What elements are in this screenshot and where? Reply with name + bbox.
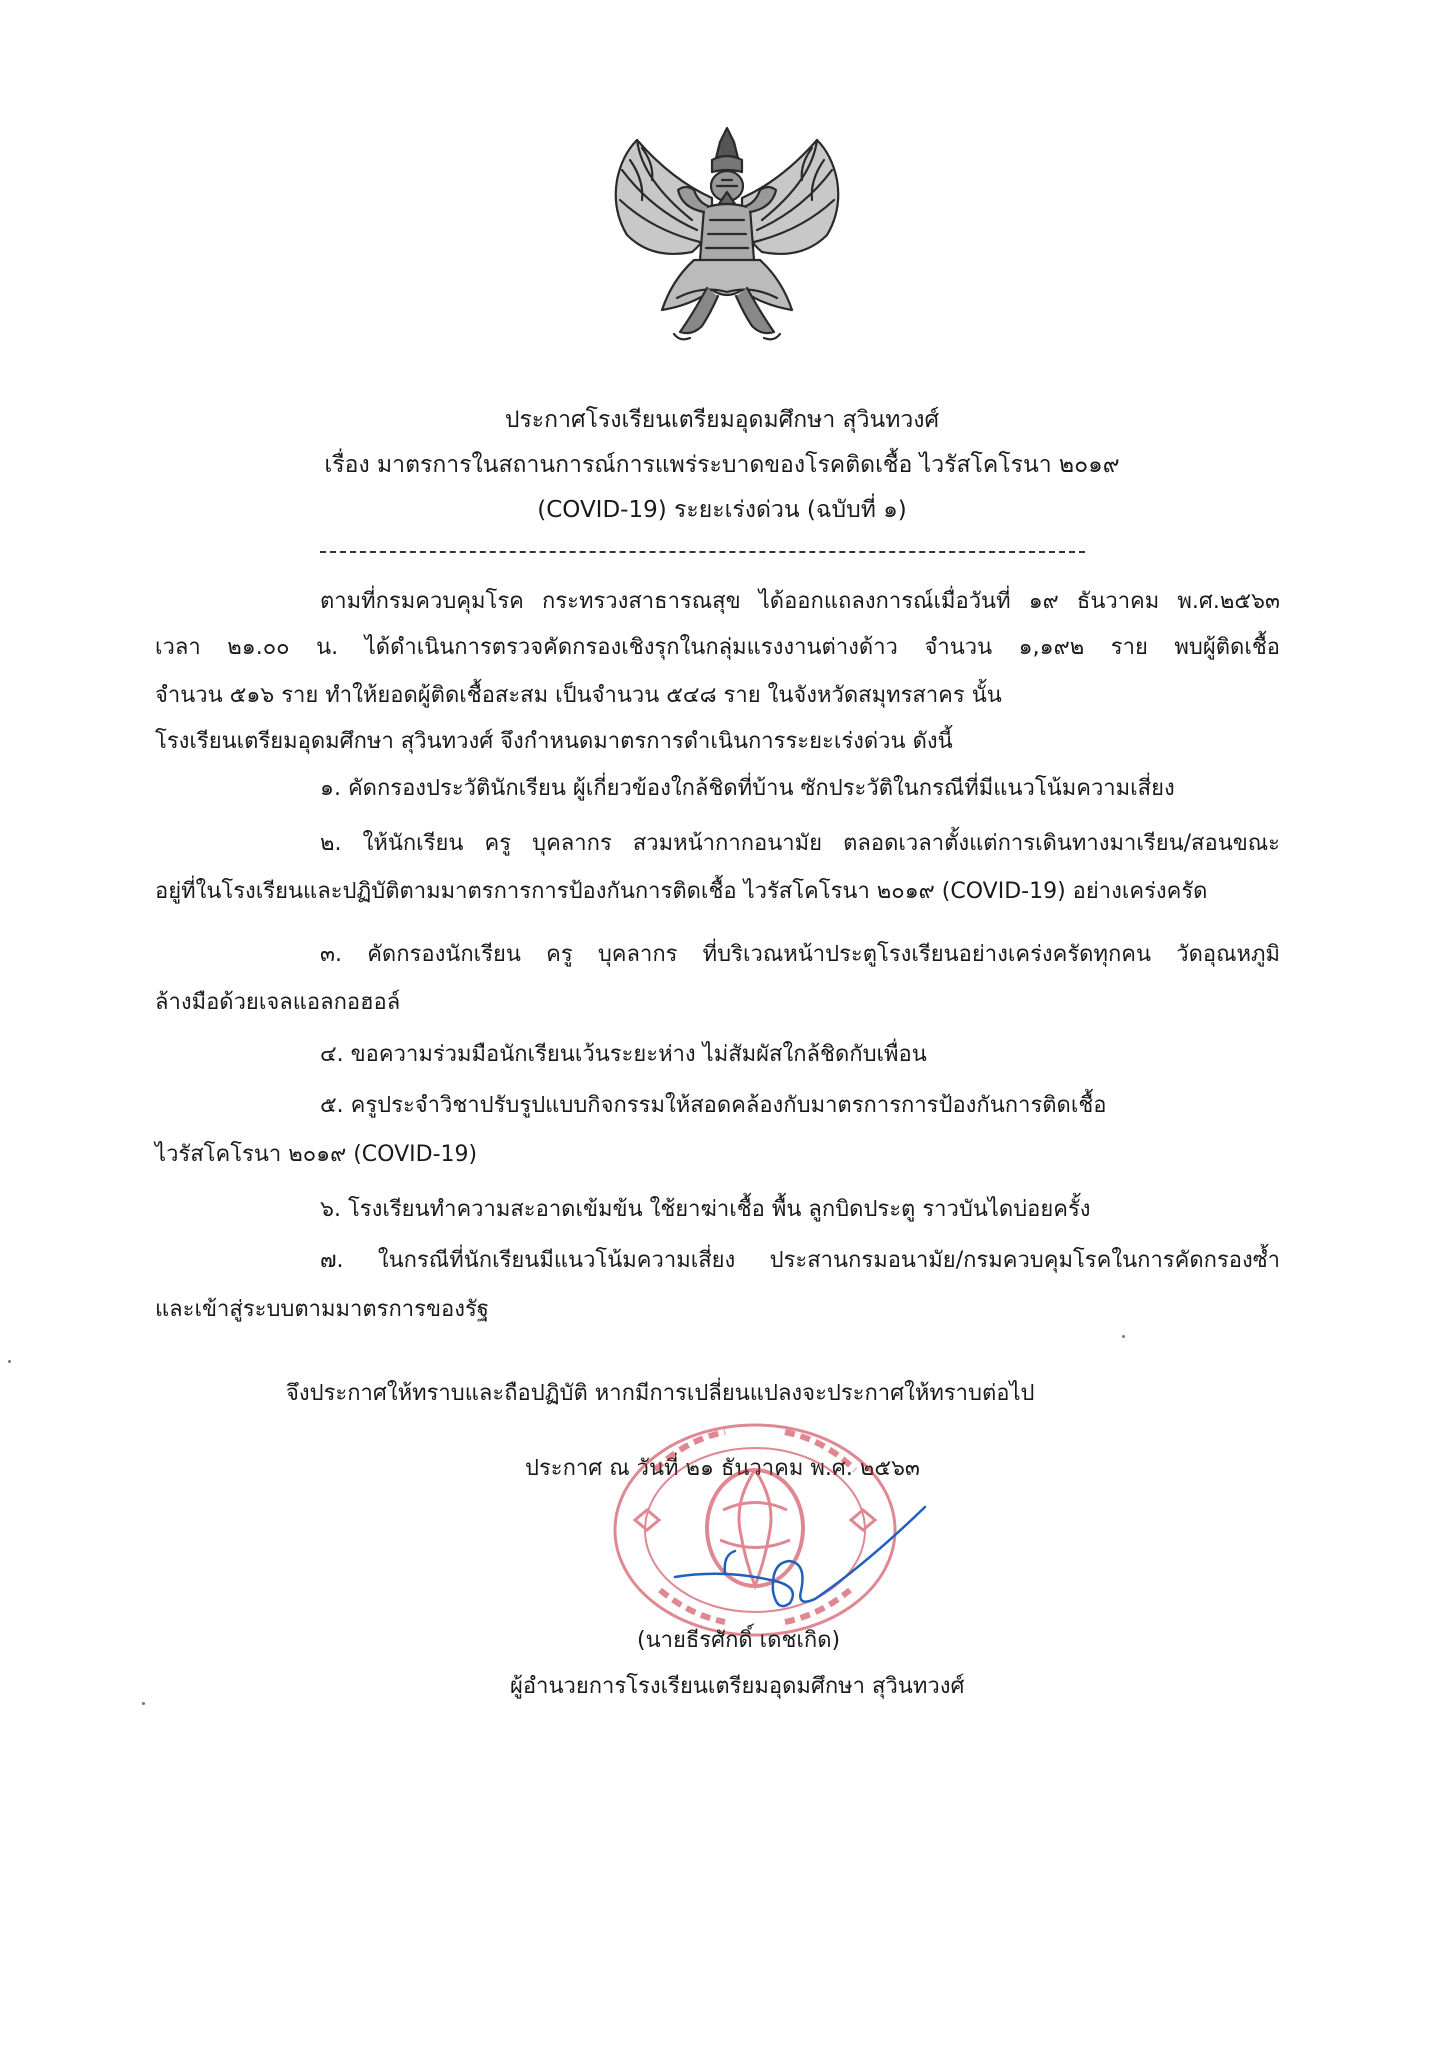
measure-item-2-cont: อยู่ที่ในโรงเรียนและปฏิบัติตามมาตรการการป้องกันการติดเชื้อ ไวรัสโคโรนา ๒๐๑๙ (COVID-19) อย่างเคร่งครัด <box>155 879 1208 904</box>
scan-speck <box>142 1702 145 1705</box>
intro-line-4: โรงเรียนเตรียมอุดมศึกษา สุวินทวงศ์ จึงกำหนดมาตรการดำเนินการระยะเร่งด่วน ดังนี้ <box>155 729 953 754</box>
measure-item-7-cont: และเข้าสู่ระบบตามมาตรการของรัฐ <box>155 1297 489 1322</box>
intro-line-3: จำนวน ๕๑๖ ราย ทำให้ยอดผู้ติดเชื้อสะสม เป็นจำนวน ๕๔๘ ราย ในจังหวัดสมุทรสาคร นั้น <box>155 683 1002 708</box>
divider-line <box>320 551 1085 553</box>
announcement-subject-cont: (COVID-19) ระยะเร่งด่วน (ฉบับที่ ๑) <box>537 497 907 523</box>
measure-item-3: ๓. คัดกรองนักเรียน ครู บุคลากร ที่บริเวณหน้าประตูโรงเรียนอย่างเคร่งครัดทุกคน วัดอุณหภูมิ <box>320 942 1280 967</box>
announcement-date: ประกาศ ณ วันที่ ๒๑ ธันวาคม พ.ศ. ๒๕๖๓ <box>525 1456 920 1481</box>
measure-item-5-cont: ไวรัสโคโรนา ๒๐๑๙ (COVID-19) <box>155 1142 478 1167</box>
measure-item-4: ๔. ขอความร่วมมือนักเรียนเว้นระยะห่าง ไม่สัมผัสใกล้ชิดกับเพื่อน <box>320 1042 927 1067</box>
measure-item-7: ๗. ในกรณีที่นักเรียนมีแนวโน้มความเสี่ยง ประสานกรมอนามัย/กรมควบคุมโรคในการคัดกรองซ้ำ <box>320 1248 1280 1273</box>
measure-item-1: ๑. คัดกรองประวัตินักเรียน ผู้เกี่ยวข้องใกล้ชิดที่บ้าน ซักประวัติในกรณีที่มีแนวโน้มความเสี่ยง <box>320 776 1175 801</box>
signer-position: ผู้อำนวยการโรงเรียนเตรียมอุดมศึกษา สุวินทวงศ์ <box>510 1674 965 1699</box>
measure-item-2: ๒. ให้นักเรียน ครู บุคลากร สวมหน้ากากอนามัย ตลอดเวลาตั้งแต่การเดินทางมาเรียน/สอนขณะ <box>320 831 1280 856</box>
garuda-emblem-icon <box>582 120 872 350</box>
signature-icon <box>665 1495 955 1615</box>
scan-speck <box>1122 1335 1125 1338</box>
measure-item-6: ๖. โรงเรียนทำความสะอาดเข้มข้น ใช้ยาฆ่าเชื้อ พื้น ลูกบิดประตู ราวบันไดบ่อยครั้ง <box>320 1197 1091 1222</box>
intro-line-1: ตามที่กรมควบคุมโรค กระทรวงสาธารณสุข ได้ออกแถลงการณ์เมื่อวันที่ ๑๙ ธันวาคม พ.ศ.๒๕๖๓ <box>320 589 1280 614</box>
measure-item-3-cont: ล้างมือด้วยเจลแอลกอฮอล์ <box>155 990 401 1015</box>
signer-name: (นายธีรศักดิ์ เดชเกิด) <box>637 1628 841 1653</box>
announcement-subject: เรื่อง มาตรการในสถานการณ์การแพร่ระบาดของโรคติดเชื้อ ไวรัสโคโรนา ๒๐๑๙ <box>324 452 1120 478</box>
announcement-title: ประกาศโรงเรียนเตรียมอุดมศึกษา สุวินทวงศ์ <box>504 407 940 433</box>
intro-line-2: เวลา ๒๑.๐๐ น. ได้ดำเนินการตรวจคัดกรองเชิงรุกในกลุ่มแรงงานต่างด้าว จำนวน ๑,๑๙๒ ราย พบผู้ติดเชื้อ <box>155 635 1280 660</box>
closing-statement: จึงประกาศให้ทราบและถือปฏิบัติ หากมีการเปลี่ยนแปลงจะประกาศให้ทราบต่อไป <box>286 1381 1035 1406</box>
scan-speck <box>8 1360 11 1363</box>
measure-item-5: ๕. ครูประจำวิชาปรับรูปแบบกิจกรรมให้สอดคล้องกับมาตรการการป้องกันการติดเชื้อ <box>320 1093 1107 1118</box>
